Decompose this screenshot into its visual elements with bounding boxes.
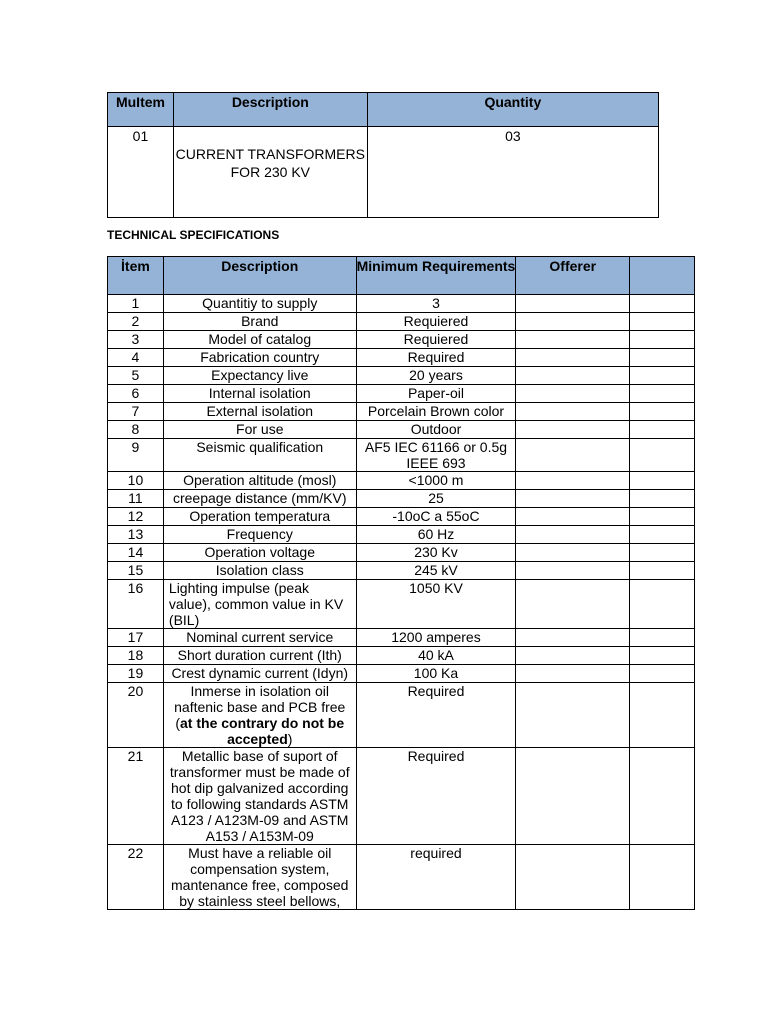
row-offerer-cell[interactable] [516,845,630,910]
item-quantity: 03 [367,127,658,218]
table-row [108,421,695,439]
table-row [108,665,695,683]
row-description: Crest dynamic current (Idyn) [163,665,356,683]
item-summary-header-row [108,93,659,127]
row-offerer-cell[interactable] [516,683,630,748]
row-minimum-requirement: Required [356,748,516,845]
row-minimum-requirement: Requiered [356,313,516,331]
row-description: Internal isolation [163,385,356,403]
row-blank-cell [630,472,695,490]
row-minimum-requirement: 60 Hz [356,526,516,544]
header-blank [630,257,695,295]
row-item-number: 6 [108,385,164,403]
header-description: Description [163,257,356,295]
row-description: Brand [163,313,356,331]
row-minimum-requirement: Porcelain Brown color [356,403,516,421]
row-blank-cell [630,403,695,421]
row-blank-cell [630,367,695,385]
row-description: Lighting impulse (peak value), common value in KV (BIL) [163,580,356,629]
table-row [108,562,695,580]
row-offerer-cell[interactable] [516,385,630,403]
header-item: İtem [108,257,164,295]
row-description: For use [163,421,356,439]
row-item-number: 1 [108,295,164,313]
row-item-number: 15 [108,562,164,580]
row-blank-cell [630,421,695,439]
section-heading: TECHNICAL SPECIFICATIONS [107,228,280,242]
row-offerer-cell[interactable] [516,508,630,526]
row-item-number: 16 [108,580,164,629]
row-minimum-requirement: 40 kA [356,647,516,665]
row-description: Frequency [163,526,356,544]
row-description: creepage distance (mm/KV) [163,490,356,508]
row-offerer-cell[interactable] [516,421,630,439]
table-row [108,580,695,629]
row-offerer-cell[interactable] [516,665,630,683]
row-item-number: 11 [108,490,164,508]
header-description: Description [173,93,367,127]
row-description-end: ) [287,731,293,747]
row-description: Isolation class [163,562,356,580]
row-item-number: 13 [108,526,164,544]
row-blank-cell [630,526,695,544]
table-row [108,526,695,544]
row-blank-cell [630,544,695,562]
item-number: 01 [108,127,174,218]
table-row [108,544,695,562]
row-minimum-requirement: 25 [356,490,516,508]
row-description: Short duration current (Ith) [163,647,356,665]
table-row [108,683,695,748]
technical-specifications-table [107,256,695,910]
row-blank-cell [630,845,695,910]
table-row [108,349,695,367]
item-summary-table [107,92,659,218]
row-blank-cell [630,295,695,313]
table-row [108,629,695,647]
table-row [108,472,695,490]
row-blank-cell [630,313,695,331]
row-description: Operation altitude (mosl) [163,472,356,490]
row-description: Nominal current service [163,629,356,647]
row-blank-cell [630,508,695,526]
table-row [108,331,695,349]
row-item-number: 18 [108,647,164,665]
row-blank-cell [630,490,695,508]
row-offerer-cell[interactable] [516,544,630,562]
row-item-number: 4 [108,349,164,367]
row-description: Expectancy live [163,367,356,385]
row-item-number: 9 [108,439,164,472]
item-description: CURRENT TRANSFORMERS FOR 230 KV [173,127,367,218]
row-description: Quantitiy to supply [163,295,356,313]
header-quantity: Quantity [367,93,658,127]
row-offerer-cell[interactable] [516,349,630,367]
row-blank-cell [630,629,695,647]
item-summary-row [108,127,659,218]
row-offerer-cell[interactable] [516,562,630,580]
row-description [163,683,356,748]
row-minimum-requirement: 1200 amperes [356,629,516,647]
row-description-emphasis: at the contrary do not be accepted [180,715,345,747]
table-row [108,845,695,910]
row-blank-cell [630,580,695,629]
row-offerer-cell[interactable] [516,295,630,313]
row-minimum-requirement: 3 [356,295,516,313]
row-offerer-cell[interactable] [516,367,630,385]
row-minimum-requirement: -10oC a 55oC [356,508,516,526]
row-item-number: 22 [108,845,164,910]
row-offerer-cell[interactable] [516,490,630,508]
table-row [108,439,695,472]
row-offerer-cell[interactable] [516,439,630,472]
row-item-number: 14 [108,544,164,562]
row-item-number: 12 [108,508,164,526]
table-row [108,313,695,331]
row-description: Operation temperatura [163,508,356,526]
row-blank-cell [630,748,695,845]
row-description: Model of catalog [163,331,356,349]
row-offerer-cell[interactable] [516,472,630,490]
row-offerer-cell[interactable] [516,647,630,665]
row-description: External isolation [163,403,356,421]
row-description: Seismic qualification [163,439,356,472]
row-minimum-requirement: required [356,845,516,910]
row-blank-cell [630,562,695,580]
row-item-number: 3 [108,331,164,349]
row-offerer-cell[interactable] [516,403,630,421]
table-row [108,647,695,665]
spec-table-body [108,295,695,910]
table-row [108,748,695,845]
row-description: Metallic base of suport of transformer must be made of hot dip galvanized according to following standards ASTM A123 / A123M-09 and ASTM A153 / A153M-09 [163,748,356,845]
row-item-number: 20 [108,683,164,748]
table-row [108,403,695,421]
row-blank-cell [630,385,695,403]
row-minimum-requirement: AF5 IEC 61166 or 0.5g IEEE 693 [356,439,516,472]
row-minimum-requirement: 20 years [356,367,516,385]
table-row [108,490,695,508]
row-minimum-requirement: Required [356,683,516,748]
row-item-number: 10 [108,472,164,490]
row-item-number: 21 [108,748,164,845]
row-blank-cell [630,439,695,472]
row-minimum-requirement: 1050 KV [356,580,516,629]
row-offerer-cell[interactable] [516,580,630,629]
table-row [108,385,695,403]
table-row [108,295,695,313]
header-muitem: MuItem [108,93,174,127]
table-row [108,508,695,526]
row-minimum-requirement: <1000 m [356,472,516,490]
row-minimum-requirement: Paper-oil [356,385,516,403]
row-description: Operation voltage [163,544,356,562]
row-minimum-requirement: 100 Ka [356,665,516,683]
row-item-number: 19 [108,665,164,683]
row-item-number: 17 [108,629,164,647]
row-description: Fabrication country [163,349,356,367]
table-row [108,367,695,385]
header-minimum-requirements: Minimum Requirements [356,257,516,295]
row-blank-cell [630,647,695,665]
row-description: Must have a reliable oil compensation system, mantenance free, composed by stainless steel bellows, [163,845,356,910]
row-offerer-cell[interactable] [516,313,630,331]
row-minimum-requirement: Requiered [356,331,516,349]
row-blank-cell [630,349,695,367]
row-minimum-requirement: Required [356,349,516,367]
row-blank-cell [630,683,695,748]
row-blank-cell [630,665,695,683]
row-item-number: 2 [108,313,164,331]
spec-header-row [108,257,695,295]
row-item-number: 7 [108,403,164,421]
row-item-number: 8 [108,421,164,439]
row-minimum-requirement: 230 Kv [356,544,516,562]
row-offerer-cell[interactable] [516,629,630,647]
row-description-text: Inmerse in isolation oil naftenic base and PCB free ( [174,683,346,731]
row-offerer-cell[interactable] [516,526,630,544]
row-minimum-requirement: 245 kV [356,562,516,580]
row-blank-cell [630,331,695,349]
row-offerer-cell[interactable] [516,748,630,845]
row-item-number: 5 [108,367,164,385]
header-offerer: Offerer [516,257,630,295]
row-offerer-cell[interactable] [516,331,630,349]
row-minimum-requirement: Outdoor [356,421,516,439]
